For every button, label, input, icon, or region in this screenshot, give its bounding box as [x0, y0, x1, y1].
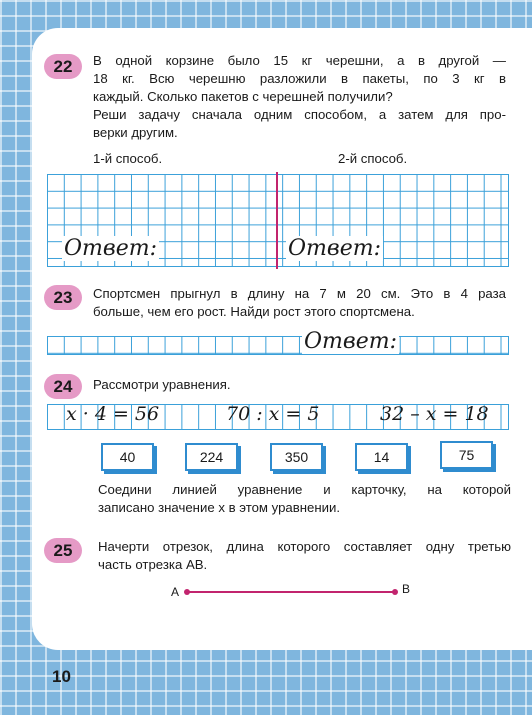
- task-22-line: каждый. Сколько пакетов с черешней получили?: [93, 89, 393, 104]
- answer-label-23: Ответ:: [304, 329, 397, 354]
- task-22-line: верки другим.: [93, 125, 178, 140]
- task-23-line: Спортсмен прыгнул в длину на 7 м 20 см. Это в 4 раза: [93, 286, 506, 301]
- method-2-label: 2-й способ.: [338, 151, 408, 166]
- task-23-line: больше, чем его рост. Найди рост этого спортсмена.: [93, 304, 415, 319]
- answer-label-right: Ответ:: [288, 236, 381, 261]
- task-22-text: [93, 52, 506, 142]
- task-24-line: Соедини линией уравнение и карточку, на которой: [98, 482, 511, 497]
- answer-card-14[interactable]: 14: [355, 443, 408, 471]
- task-22-line: В одной корзине было 15 кг черешни, а в другой —: [93, 53, 506, 68]
- task-number-22: 22: [44, 54, 82, 79]
- task-25-line: часть отрезка AB.: [98, 557, 208, 572]
- answer-label-left: Ответ:: [64, 236, 157, 261]
- task-number-24: 24: [44, 374, 82, 399]
- point-a-label: A: [171, 585, 180, 599]
- equation-3: 32 – x = 18: [380, 403, 489, 425]
- answer-card-40[interactable]: 40: [101, 443, 154, 471]
- point-b-dot: [392, 589, 398, 595]
- task-24-instruction: [98, 481, 511, 517]
- task-24-intro: Рассмотри уравнения.: [93, 377, 231, 392]
- point-b-label: B: [402, 582, 411, 596]
- answer-card-75[interactable]: 75: [440, 441, 493, 469]
- grid-divider-line: [276, 172, 278, 269]
- equation-2: 70 : x = 5: [226, 403, 320, 425]
- answer-grid-23[interactable]: [47, 336, 509, 355]
- equation-1: x · 4 = 56: [66, 403, 160, 425]
- task-number-25: 25: [44, 538, 82, 563]
- answer-card-350[interactable]: 350: [270, 443, 323, 471]
- task-25-text: [98, 538, 511, 574]
- point-a-dot: [184, 589, 190, 595]
- task-25-line: Начерти отрезок, длина которого составляет одну третью: [98, 539, 511, 554]
- task-24-line: записано значение x в этом уравнении.: [98, 500, 341, 515]
- task-22-line: Реши задачу сначала одним способом, а затем для про-: [93, 107, 506, 122]
- task-number-23: 23: [44, 285, 82, 310]
- method-1-label: 1-й способ.: [93, 151, 163, 166]
- segment-ab: [186, 591, 396, 593]
- task-23-text: [93, 285, 506, 321]
- task-22-line: 18 кг. Всю черешню разложили в пакеты, по 3 кг в: [93, 71, 506, 86]
- answer-card-224[interactable]: 224: [185, 443, 238, 471]
- page-number: 10: [52, 667, 71, 686]
